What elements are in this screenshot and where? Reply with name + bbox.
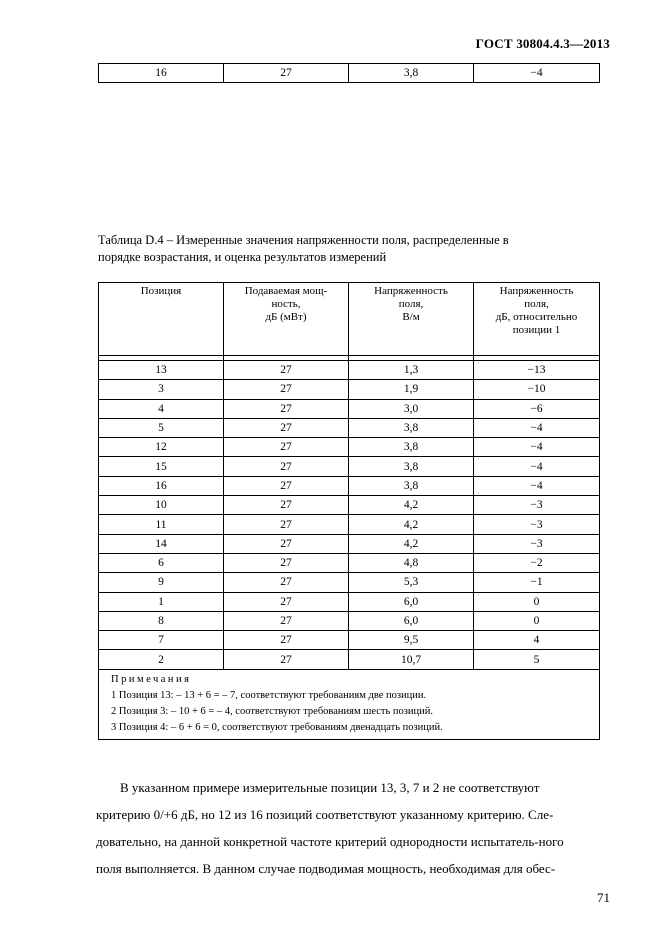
- page-number: 71: [597, 890, 610, 905]
- cell-position: 10: [99, 496, 224, 515]
- table-row: [99, 496, 600, 515]
- cell-field-db: −4: [474, 418, 600, 437]
- note-item: 1 Позиция 13: – 13 + 6 = – 7, соответствуют требованиям две позиции.: [111, 689, 427, 701]
- cell-field-db: −13: [474, 361, 600, 380]
- measurement-table: [98, 282, 600, 740]
- cell-power: 27: [224, 631, 349, 650]
- cell-position: 5: [99, 418, 224, 437]
- cell-position: 15: [99, 457, 224, 476]
- cell-position: 7: [99, 631, 224, 650]
- cell-field-db: −10: [474, 380, 600, 399]
- cell-field-db: −3: [474, 515, 600, 534]
- table-body: [99, 361, 600, 670]
- cell-field-strength: 6,0: [349, 592, 474, 611]
- cell-power: 27: [224, 496, 349, 515]
- table-caption: [98, 232, 598, 266]
- cell-field-strength: 10,7: [349, 650, 474, 669]
- cell-power: 27: [224, 515, 349, 534]
- notes-title: Примечания: [111, 673, 192, 685]
- document-code-header: ГОСТ 30804.4.3—2013: [475, 36, 610, 51]
- table-row: [99, 457, 600, 476]
- cell-field-strength: 4,2: [349, 515, 474, 534]
- paragraph-line: критерию 0/+6 дБ, но 12 из 16 позиций соответствуют указанному критерию. Сле-: [96, 807, 554, 822]
- table-row: [99, 650, 600, 669]
- cell-power: 27: [224, 573, 349, 592]
- cell-field-strength: 9,5: [349, 631, 474, 650]
- body-paragraph: [96, 774, 614, 882]
- cell-field-db: −2: [474, 553, 600, 572]
- table-row: [99, 553, 600, 572]
- cell-field-db: −4: [474, 457, 600, 476]
- table-row: [99, 438, 600, 457]
- note-item: 2 Позиция 3: – 10 + 6 = – 4, соответствуют требованиям шесть позиций.: [111, 705, 434, 717]
- cell-position: 13: [99, 361, 224, 380]
- cell-power: 27: [224, 476, 349, 495]
- cell-field-db: −3: [474, 496, 600, 515]
- cell-power: 27: [224, 380, 349, 399]
- cell-position: 4: [99, 399, 224, 418]
- cell-power: 27: [224, 534, 349, 553]
- table-row: [99, 361, 600, 380]
- cell-field-strength: 4,8: [349, 553, 474, 572]
- cell-field-strength: 3,8: [349, 476, 474, 495]
- cell-field-db: −4: [474, 64, 600, 83]
- cell-power: 27: [224, 64, 349, 83]
- cell-field-db: 0: [474, 592, 600, 611]
- cell-power: 27: [224, 399, 349, 418]
- cell-field-db: 4: [474, 631, 600, 650]
- cell-field-strength: 6,0: [349, 611, 474, 630]
- cell-field-db: −4: [474, 438, 600, 457]
- cell-field-strength: 4,2: [349, 534, 474, 553]
- table-header-row: [99, 283, 600, 356]
- cell-power: 27: [224, 457, 349, 476]
- cell-power: 27: [224, 438, 349, 457]
- cell-field-strength: 5,3: [349, 573, 474, 592]
- cell-position: 2: [99, 650, 224, 669]
- cell-field-db: −6: [474, 399, 600, 418]
- cell-position: 11: [99, 515, 224, 534]
- cell-field-db: 5: [474, 650, 600, 669]
- cell-field-strength: 3,8: [349, 418, 474, 437]
- cell-power: 27: [224, 650, 349, 669]
- cell-position: 3: [99, 380, 224, 399]
- continued-table-row: [98, 63, 600, 83]
- table-row: [99, 611, 600, 630]
- paragraph-line: В указанном примере измерительные позиции 13, 3, 7 и 2 не соответствуют: [120, 780, 540, 795]
- cell-field-db: −1: [474, 573, 600, 592]
- header-field-db: Напряженность поля, дБ, относительно позиции 1: [474, 283, 600, 356]
- paragraph-line: поля выполняется. В данном случае подводимая мощность, необходимая для обес-: [96, 861, 556, 876]
- note-item: 3 Позиция 4: – 6 + 6 = 0, соответствуют требованиям двенадцать позиций.: [111, 721, 443, 733]
- table-row: [99, 573, 600, 592]
- cell-position: 6: [99, 553, 224, 572]
- caption-line: Таблица D.4 – Измеренные значения напряженности поля, распределенные в: [98, 233, 509, 247]
- table-row: [99, 631, 600, 650]
- cell-position: 8: [99, 611, 224, 630]
- cell-power: 27: [224, 553, 349, 572]
- caption-line: порядке возрастания, и оценка результатов измерений: [98, 250, 387, 264]
- notes-row: [99, 669, 600, 739]
- cell-field-strength: 1,9: [349, 380, 474, 399]
- cell-field-db: −3: [474, 534, 600, 553]
- cell-position: 14: [99, 534, 224, 553]
- table-row: [99, 418, 600, 437]
- table-row: [99, 380, 600, 399]
- cell-field-strength: 3,8: [349, 438, 474, 457]
- cell-power: 27: [224, 611, 349, 630]
- cell-power: 27: [224, 592, 349, 611]
- cell-position: 16: [99, 476, 224, 495]
- cell-power: 27: [224, 361, 349, 380]
- header-field-strength: Напряженность поля, В/м: [349, 283, 474, 356]
- cell-field-strength: 3,8: [349, 457, 474, 476]
- table-row: [99, 592, 600, 611]
- table-row: [99, 534, 600, 553]
- cell-power: 27: [224, 418, 349, 437]
- table-row: [99, 476, 600, 495]
- cell-field-strength: 4,2: [349, 496, 474, 515]
- cell-field-db: −4: [474, 476, 600, 495]
- cell-position: 1: [99, 592, 224, 611]
- cell-field-strength: 1,3: [349, 361, 474, 380]
- header-power: Подаваемая мощ- ность, дБ (мВт): [224, 283, 349, 356]
- table-notes: [99, 669, 600, 739]
- header-position: Позиция: [99, 283, 224, 356]
- paragraph-line: довательно, на данной конкретной частоте критерий однородности испытатель-ного: [96, 834, 564, 849]
- cell-position: 16: [99, 64, 224, 83]
- cell-position: 12: [99, 438, 224, 457]
- cell-field-db: 0: [474, 611, 600, 630]
- table-row: [99, 515, 600, 534]
- cell-position: 9: [99, 573, 224, 592]
- cell-field-strength: 3,8: [349, 64, 474, 83]
- table-row: [99, 64, 600, 83]
- cell-field-strength: 3,0: [349, 399, 474, 418]
- table-row: [99, 399, 600, 418]
